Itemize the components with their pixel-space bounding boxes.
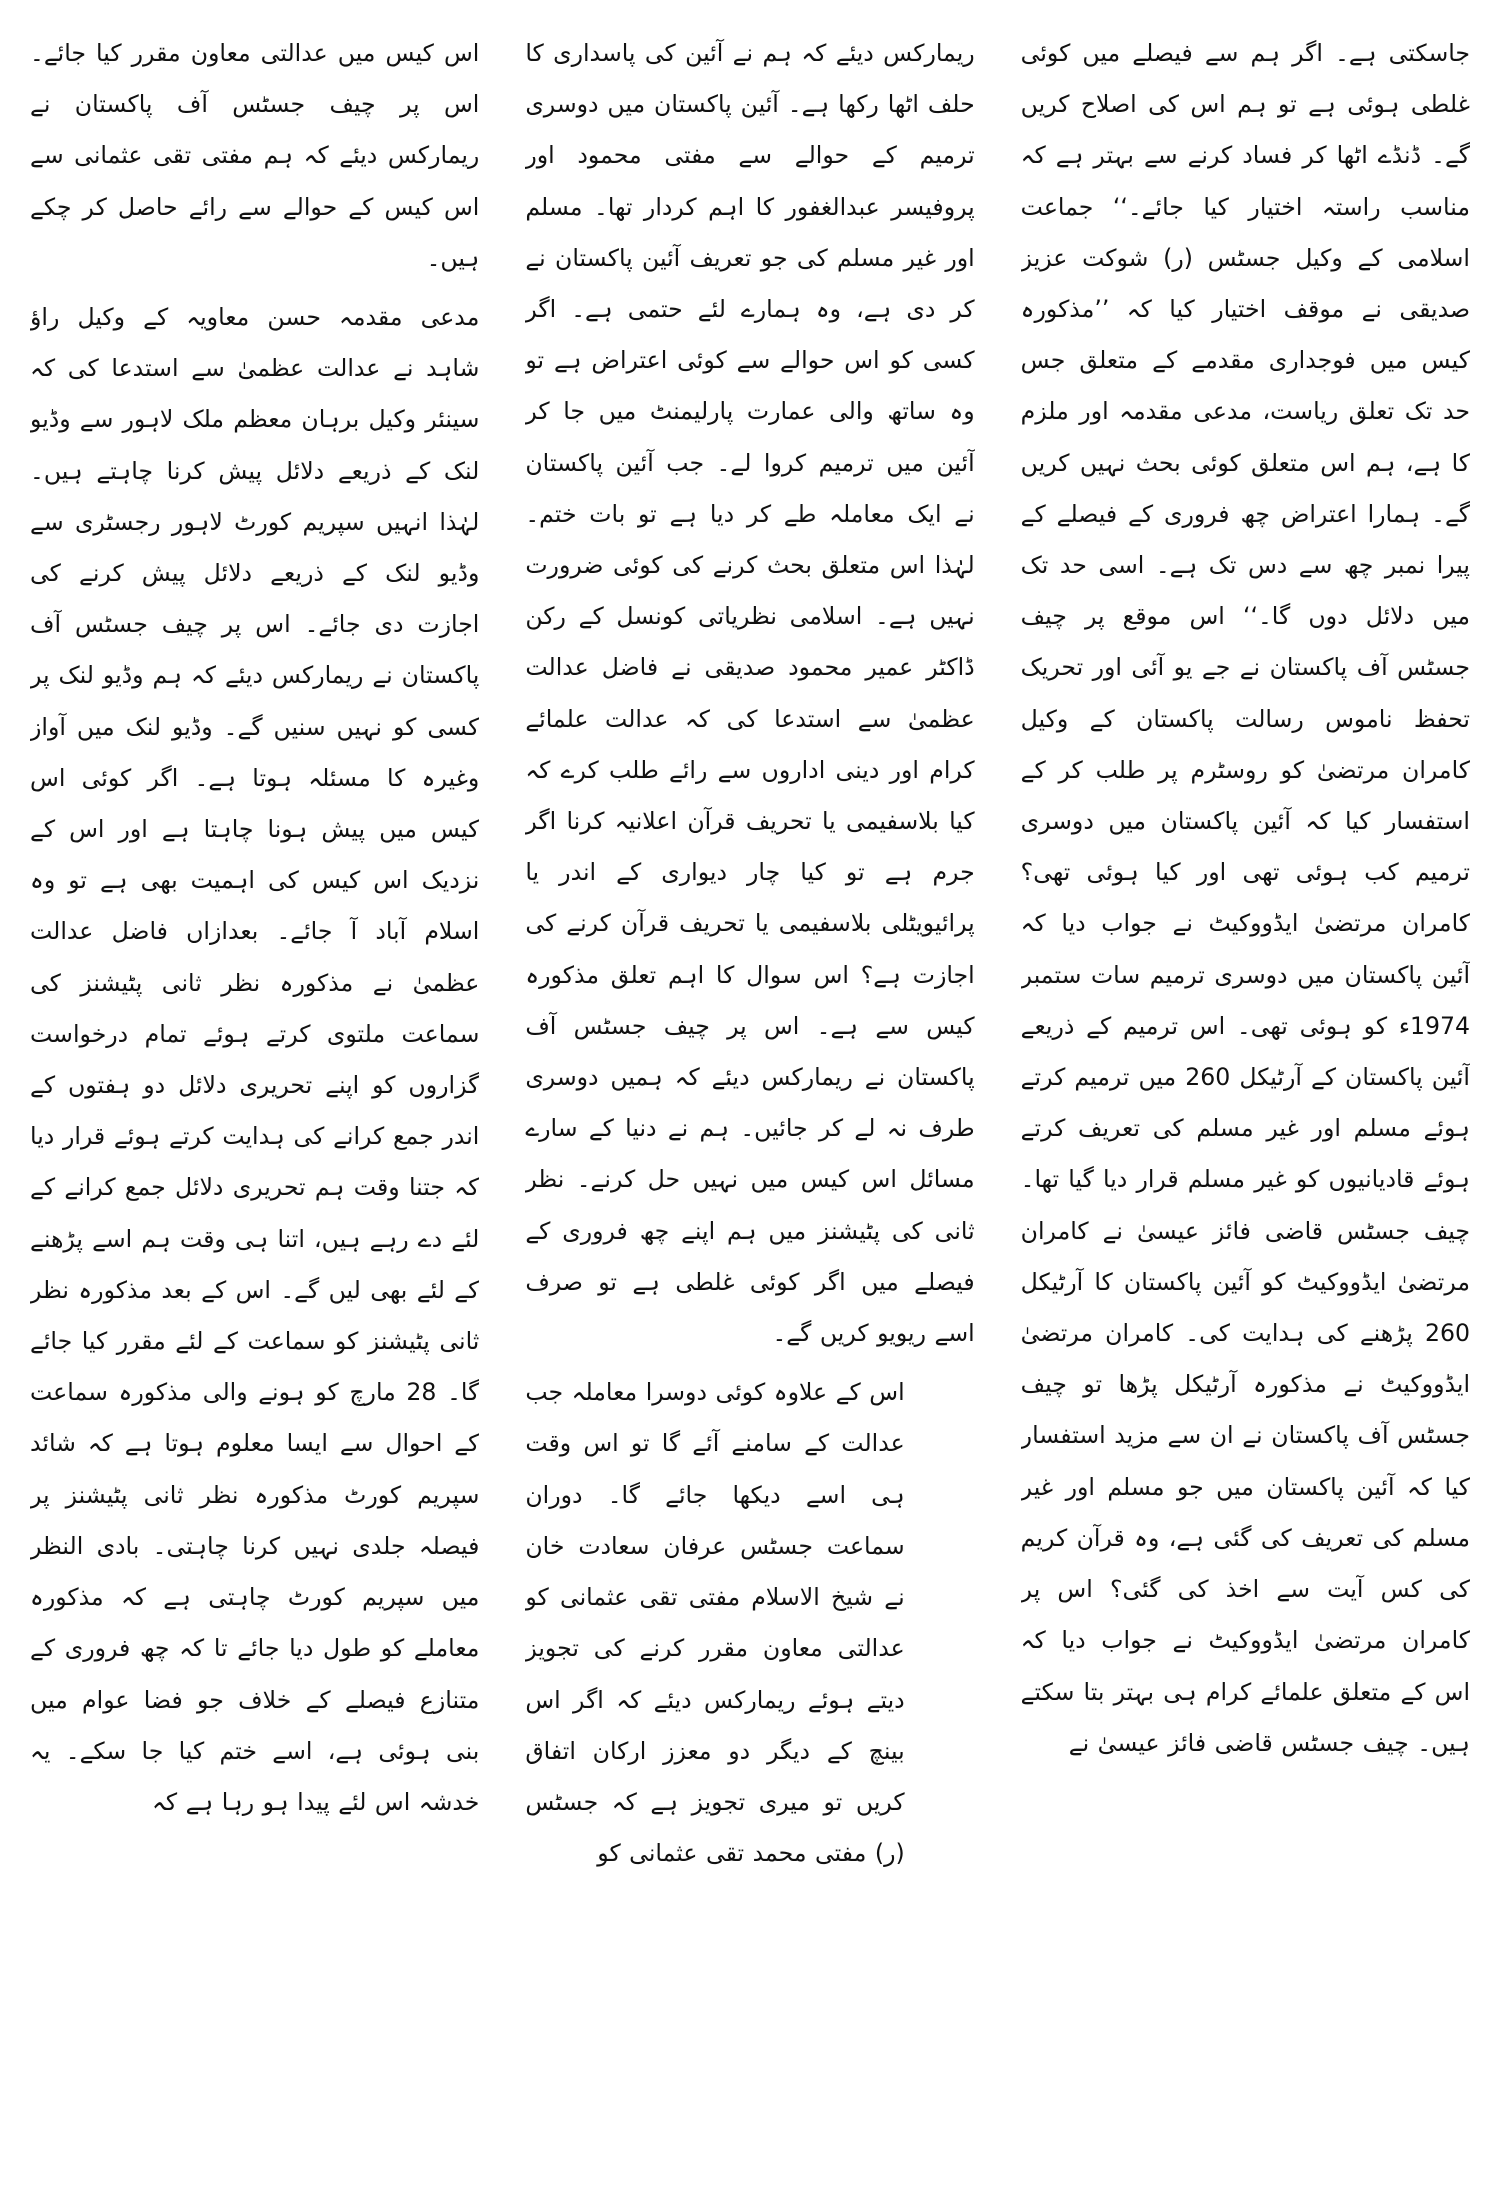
column-middle bbox=[525, 28, 974, 2180]
column-left bbox=[30, 28, 479, 2180]
column-right bbox=[1021, 28, 1470, 2180]
column-right-paragraph-1: جاسکتی ہے۔ اگر ہم سے فیصلے میں کوئی غلطی ہوئی ہے تو ہم اس کی اصلاح کریں گے۔ ڈنڈے اٹھا کر فساد کرنے سے بہتر ہے کہ مناسب راستہ اختیار کیا جائے۔‘‘ جماعت اسلامی کے وکیل جسٹس (ر) شوکت عزیز صدیقی نے موقف اختیار کیا کہ ’’مذکورہ کیس میں فوجداری مقدمے کے متعلق جس حد تک تعلق ریاست، مدعی مقدمہ اور ملزم کا ہے، ہم اس متعلق کوئی بحث نہیں کریں گے۔ ہمارا اعتراض چھ فروری کے فیصلے کے پیرا نمبر چھ سے دس تک ہے۔ اسی حد تک میں دلائل دوں گا۔‘‘ اس موقع پر چیف جسٹس آف پاکستان نے جے یو آئی اور تحریک تحفظ ناموس رسالت پاکستان کے وکیل کامران مرتضیٰ کو روسٹرم پر طلب کر کے استفسار کیا کہ آئین پاکستان میں دوسری ترمیم کب ہوئی تھی اور کیا ہوئی تھی؟ کامران مرتضیٰ ایڈووکیٹ نے جواب دیا کہ آئین پاکستان میں دوسری ترمیم سات ستمبر 1974ء کو ہوئی تھی۔ اس ترمیم کے ذریعے آئین پاکستان کے آرٹیکل 260 میں ترمیم کرتے ہوئے مسلم اور غیر مسلم کی تعریف کرتے ہوئے قادیانیوں کو غیر مسلم قرار دیا گیا تھا۔ چیف جسٹس قاضی فائز عیسیٰ نے کامران مرتضیٰ ایڈووکیٹ کو آئین پاکستان کا آرٹیکل 260 پڑھنے کی ہدایت کی۔ کامران مرتضیٰ ایڈووکیٹ نے مذکورہ آرٹیکل پڑھا تو چیف جسٹس آف پاکستان نے ان سے مزید استفسار کیا کہ آئین پاکستان میں جو مسلم اور غیر مسلم کی تعریف کی گئی ہے، وہ قرآن کریم کی کس آیت سے اخذ کی گئی؟ اس پر کامران مرتضیٰ ایڈووکیٹ نے جواب دیا کہ اس کے متعلق علمائے کرام ہی بہتر بتا سکتے ہیں۔ چیف جسٹس قاضی فائز عیسیٰ نے bbox=[1020, 39, 1470, 1757]
column-middle-paragraph-2: اس کے علاوہ کوئی دوسرا معاملہ جب عدالت کے سامنے آئے گا تو اس وقت ہی اسے دیکھا جائے گا۔ دوران سماعت جسٹس عرفان سعادت خان نے شیخ الاسلام مفتی تقی عثمانی کو عدالتی معاون مقرر کرنے کی تجویز دیتے ہوئے ریمارکس دیئے کہ اگر اس بینچ کے دیگر دو معزز ارکان اتفاق کریں تو میری تجویز ہے کہ جسٹس (ر) مفتی محمد تقی عثمانی کو bbox=[525, 1378, 905, 1868]
column-left-paragraph-1: اس کیس میں عدالتی معاون مقرر کیا جائے۔ اس پر چیف جسٹس آف پاکستان نے ریمارکس دیئے کہ ہم مفتی تقی عثمانی سے اس کیس کے حوالے سے رائے حاصل کر چکے ہیں۔ bbox=[30, 39, 480, 272]
column-left-paragraph-2: مدعی مقدمہ حسن معاویہ کے وکیل راؤ شاہد نے عدالت عظمیٰ سے استدعا کی کہ سینئر وکیل برہان معظم ملک لاہور سے وڈیو لنک کے ذریعے دلائل پیش کرنا چاہتے ہیں۔ لہٰذا انہیں سپریم کورٹ لاہور رجسٹری سے وڈیو لنک کے ذریعے دلائل پیش کرنے کی اجازت دی جائے۔ اس پر چیف جسٹس آف پاکستان نے ریمارکس دیئے کہ ہم وڈیو لنک پر کسی کو نہیں سنیں گے۔ وڈیو لنک میں آواز وغیرہ کا مسئلہ ہوتا ہے۔ اگر کوئی اس کیس میں پیش ہونا چاہتا ہے اور اس کے نزدیک اس کیس کی اہمیت بھی ہے تو وہ اسلام آباد آ جائے۔ بعدازاں فاضل عدالت عظمیٰ نے مذکورہ نظر ثانی پٹیشنز کی سماعت ملتوی کرتے ہوئے تمام درخواست گزاروں کو اپنے تحریری دلائل دو ہفتوں کے اندر جمع کرانے کی ہدایت کرتے ہوئے قرار دیا کہ جتنا وقت ہم تحریری دلائل جمع کرانے کے لئے دے رہے ہیں، اتنا ہی وقت ہم اسے پڑھنے کے لئے بھی لیں گے۔ اس کے بعد مذکورہ نظر ثانی پٹیشنز کو سماعت کے لئے مقرر کیا جائے گا۔ 28 مارچ کو ہونے والی مذکورہ سماعت کے احوال سے ایسا معلوم ہوتا ہے کہ شائد سپریم کورٹ مذکورہ نظر ثانی پٹیشنز پر فیصلہ جلدی نہیں کرنا چاہتی۔ بادی النظر میں سپریم کورٹ چاہتی ہے کہ مذکورہ معاملے کو طول دیا جائے تا کہ چھ فروری کے متنازع فیصلے کے خلاف جو فضا عوام میں بنی ہوئی ہے، اسے ختم کیا جا سکے۔ یہ خدشہ اس لئے پیدا ہو رہا ہے کہ bbox=[30, 303, 480, 1816]
column-middle-paragraph-1: ریمارکس دیئے کہ ہم نے آئین کی پاسداری کا حلف اٹھا رکھا ہے۔ آئین پاکستان میں دوسری ترمیم کے حوالے سے مفتی محمود اور پروفیسر عبدالغفور کا اہم کردار تھا۔ مسلم اور غیر مسلم کی جو تعریف آئین پاکستان نے کر دی ہے، وہ ہمارے لئے حتمی ہے۔ اگر کسی کو اس حوالے سے کوئی اعتراض ہے تو وہ ساتھ والی عمارت پارلیمنٹ میں جا کر آئین میں ترمیم کروا لے۔ جب آئین پاکستان نے ایک معاملہ طے کر دیا ہے تو بات ختم۔ لہٰذا اس متعلق بحث کرنے کی کوئی ضرورت نہیں ہے۔ اسلامی نظریاتی کونسل کے رکن ڈاکٹر عمیر محمود صدیقی نے فاضل عدالت عظمیٰ سے استدعا کی کہ عدالت علمائے کرام اور دینی اداروں سے رائے طلب کرے کہ کیا بلاسفیمی یا تحریف قرآن اعلانیہ کرنا اگر جرم ہے تو کیا چار دیواری کے اندر یا پرائیویٹلی بلاسفیمی یا تحریف قرآن کرنے کی اجازت ہے؟ اس سوال کا اہم تعلق مذکورہ کیس سے ہے۔ اس پر چیف جسٹس آف پاکستان نے ریمارکس دیئے کہ ہمیں دوسری طرف نہ لے کر جائیں۔ ہم نے دنیا کے سارے مسائل اس کیس میں نہیں حل کرنے۔ نظر ثانی کی پٹیشنز میں ہم اپنے چھ فروری کے فیصلے میں اگر کوئی غلطی ہے تو صرف اسے ریویو کریں گے۔ bbox=[525, 39, 975, 1348]
